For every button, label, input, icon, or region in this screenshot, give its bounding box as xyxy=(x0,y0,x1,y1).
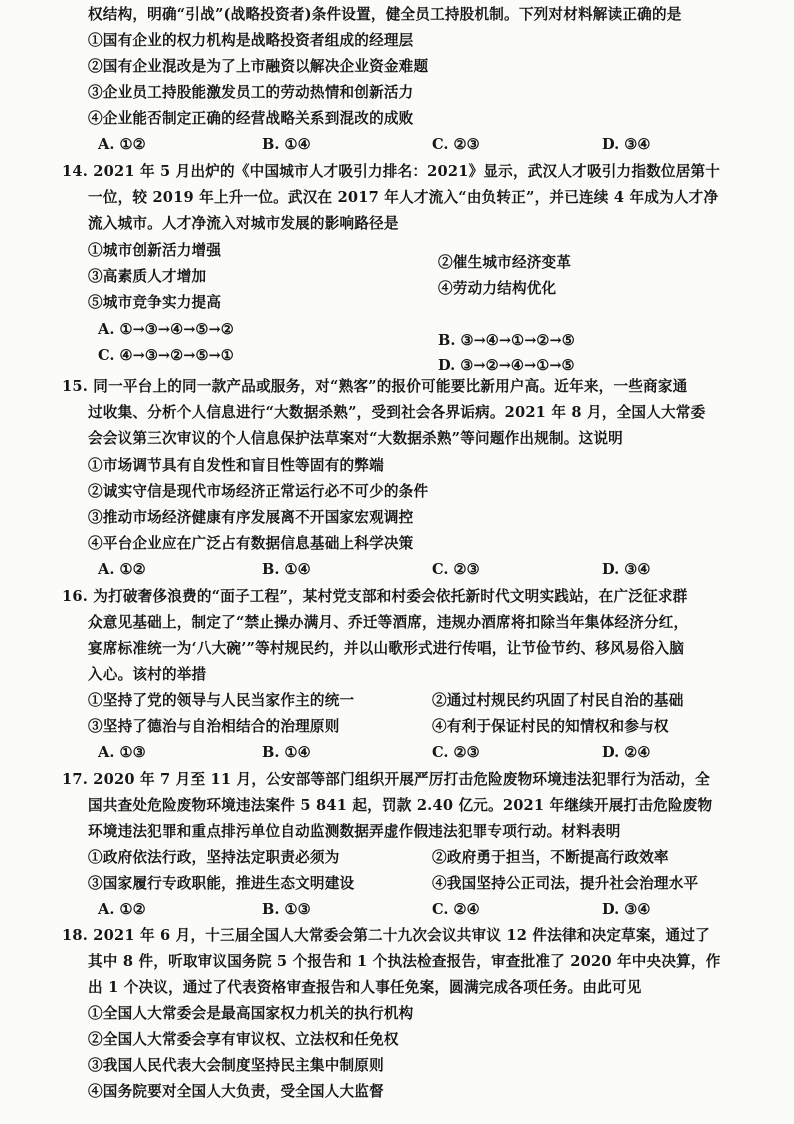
statement-2: ②全国人大常委会享有审议权、立法权和任免权 xyxy=(88,1031,399,1048)
question-text-line: 17. 2020 年 7 月至 11 月，公安部等部门组织开展严厉打击危险废物环境违法犯罪行为活动，全 xyxy=(62,771,710,788)
option-d: D. ③→②→④→①→⑤ xyxy=(438,357,575,374)
option-c: C. ②④ xyxy=(432,901,480,918)
option-c: C. ②③ xyxy=(432,744,480,761)
statement-5: ⑤城市竞争实力提高 xyxy=(88,294,222,311)
option-c: C. ②③ xyxy=(432,136,480,153)
question-text-line: 其中 8 件，听取审议国务院 5 个报告和 1 个执法检查报告，审查批准了 2020 年中央决算，作 xyxy=(88,953,721,970)
option-d: D. ②④ xyxy=(602,744,651,761)
statement-1: ①市场调节具有自发性和盲目性等固有的弊端 xyxy=(88,457,384,474)
option-a: A. ①② xyxy=(98,136,146,153)
statement-4: ④我国坚持公正司法，提升社会治理水平 xyxy=(432,875,699,892)
option-b: B. ①④ xyxy=(262,136,311,153)
question-text-line: 出 1 个决议，通过了代表资格审查报告和人事任免案，圆满完成各项任务。由此可见 xyxy=(88,979,642,996)
option-d: D. ③④ xyxy=(602,901,651,918)
option-b: B. ①④ xyxy=(262,561,311,578)
statement-4: ④劳动力结构优化 xyxy=(438,280,557,297)
statement-2: ②政府勇于担当，不断提高行政效率 xyxy=(432,849,669,866)
statement-4: ④企业能否制定正确的经营战略关系到混改的成败 xyxy=(88,110,414,127)
option-b: B. ③→④→①→②→⑤ xyxy=(438,332,575,349)
option-a: A. ①② xyxy=(98,561,146,578)
option-d: D. ③④ xyxy=(602,561,651,578)
statement-1: ①坚持了党的领导与人民当家作主的统一 xyxy=(88,692,355,709)
statement-2: ②国有企业混改是为了上市融资以解决企业资金难题 xyxy=(88,58,429,75)
option-c: C. ②③ xyxy=(432,561,480,578)
statement-3: ③企业员工持股能激发员工的劳动热情和创新活力 xyxy=(88,84,414,101)
option-c: C. ④→③→②→⑤→① xyxy=(98,347,234,364)
question-text-line: 国共查处危险废物环境违法案件 5 841 起，罚款 2.40 亿元。2021 年继续开展打击危险废物 xyxy=(88,797,713,814)
statement-3: ③我国人民代表大会制度坚持民主集中制原则 xyxy=(88,1057,384,1074)
statement-3: ③推动市场经济健康有序发展离不开国家宏观调控 xyxy=(88,509,414,526)
question-text-line: 15. 同一平台上的同一款产品或服务，对“熟客”的报价可能要比新用户高。近年来，一些商家通 xyxy=(62,378,688,395)
statement-3: ③高素质人才增加 xyxy=(88,268,207,285)
option-a: A. ①③ xyxy=(98,744,146,761)
question-text-line: 过收集、分析个人信息进行“大数据杀熟”，受到社会各界诟病。2021 年 8 月，全国人大常委 xyxy=(88,404,706,421)
statement-3: ③国家履行专政职能，推进生态文明建设 xyxy=(88,875,355,892)
option-a: A. ①→③→④→⑤→② xyxy=(98,321,234,338)
statement-2: ②诚实守信是现代市场经济正常运行必不可少的条件 xyxy=(88,483,429,500)
question-text-line: 权结构，明确“引战”(战略投资者)条件设置，健全员工持股机制。下列对材料解读正确的是 xyxy=(88,6,682,23)
option-b: B. ①③ xyxy=(262,901,311,918)
question-text-line: 入心。该村的举措 xyxy=(88,666,207,683)
question-text-line: 14. 2021 年 5 月出炉的《中国城市人才吸引力排名：2021》显示，武汉人才吸引力指数位居第十 xyxy=(62,163,721,180)
option-b: B. ①④ xyxy=(262,744,311,761)
statement-2: ②催生城市经济变革 xyxy=(438,254,572,271)
statement-4: ④有利于保证村民的知情权和参与权 xyxy=(432,718,669,735)
question-text-line: 18. 2021 年 6 月，十三届全国人大常委会第二十九次会议共审议 12 件法律和决定草案，通过了 xyxy=(62,927,710,944)
statement-2: ②通过村规民约巩固了村民自治的基础 xyxy=(432,692,684,709)
question-text-line: 会会议第三次审议的个人信息保护法草案对“大数据杀熟”等问题作出规制。这说明 xyxy=(88,430,623,447)
statement-1: ①全国人大常委会是最高国家权力机关的执行机构 xyxy=(88,1005,414,1022)
option-a: A. ①② xyxy=(98,901,146,918)
statement-1: ①国有企业的权力机构是战略投资者组成的经理层 xyxy=(88,32,414,49)
statement-4: ④平台企业应在广泛占有数据信息基础上科学决策 xyxy=(88,535,414,552)
question-text-line: 环境违法犯罪和重点排污单位自动监测数据弄虚作假违法犯罪专项行动。材料表明 xyxy=(88,823,621,840)
statement-3: ③坚持了德治与自治相结合的治理原则 xyxy=(88,718,340,735)
question-text-line: 众意见基础上，制定了“禁止操办满月、乔迁等酒席，违规办酒席将扣除当年集体经济分红， xyxy=(88,614,689,631)
statement-1: ①政府依法行政，坚持法定职责必须为 xyxy=(88,849,340,866)
question-text-line: 一位，较 2019 年上升一位。武汉在 2017 年人才流入“由负转正”，并已连续 4 年成为人才净 xyxy=(88,189,719,206)
statement-1: ①城市创新活力增强 xyxy=(88,242,222,259)
question-text-line: 16. 为打破奢侈浪费的“面子工程”，某村党支部和村委会依托新时代文明实践站，在广泛征求群 xyxy=(62,588,688,605)
statement-4: ④国务院要对全国人大负责，受全国人大监督 xyxy=(88,1083,384,1100)
question-text-line: 宴席标准统一为‘八大碗’”等村规民约，并以山歌形式进行传唱，让节俭节约、移风易俗入脑 xyxy=(88,640,685,657)
option-d: D. ③④ xyxy=(602,136,651,153)
question-text-line: 流入城市。人才净流入对城市发展的影响路径是 xyxy=(88,215,399,232)
